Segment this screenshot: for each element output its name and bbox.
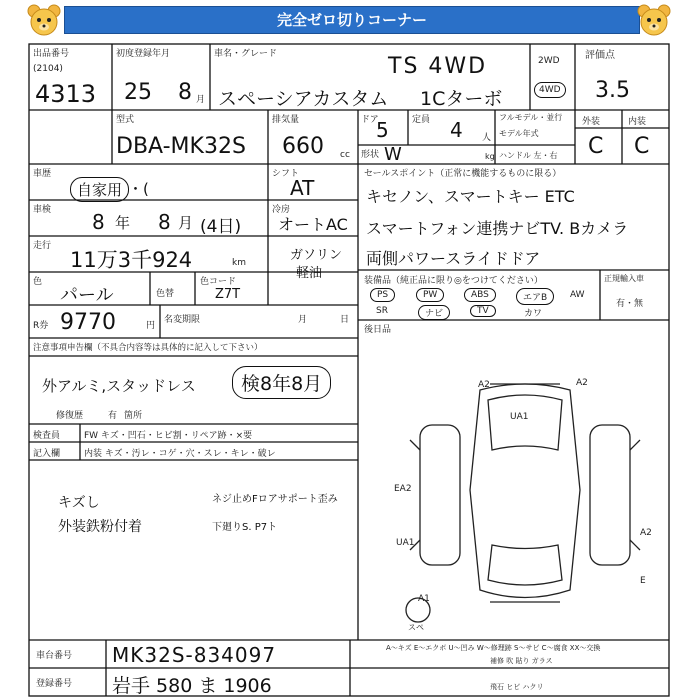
color-code: Z7T: [215, 287, 241, 302]
car-damage-diagram: [390, 370, 660, 630]
color-body-label: 色替: [156, 289, 175, 299]
lot-number: 4313: [35, 80, 97, 108]
sale-point-3: 両側パワースライドドア: [366, 249, 541, 268]
sale-point-2: スマートフォン連携ナビTV. Bカメラ: [366, 219, 629, 238]
registration-year: 25: [124, 80, 152, 105]
displacement-value: 660: [282, 134, 324, 159]
inspection-year: 8: [92, 210, 105, 234]
history-value: 自家用: [70, 177, 129, 202]
history-label: 車歴: [33, 169, 52, 179]
equip-tv: TV: [470, 305, 496, 317]
ac-label: 冷房: [272, 205, 291, 215]
color-label: 色: [33, 277, 43, 287]
doors-label: ドア: [361, 115, 379, 125]
shape-label: 形状: [361, 150, 380, 160]
import-value: 有・無: [616, 299, 644, 309]
inspection-year-unit: 年: [115, 214, 131, 232]
repair-label: 修復歴: [56, 411, 84, 421]
diagram-mark-a2-left: A2: [478, 380, 490, 390]
model-change-sublabel: モデル年式: [499, 129, 539, 138]
equipment-label: 装備品（純正品に限り◎をつけてください）: [364, 276, 543, 286]
name-change-month: 月: [298, 315, 308, 325]
diagram-mark-a2-side: A2: [640, 528, 652, 538]
model-label: 車名・グレード: [214, 49, 278, 59]
equip-navi: ナビ: [418, 305, 450, 320]
chassis-label: 車台番号: [36, 651, 73, 661]
model-name: スペーシアカスタム: [218, 88, 389, 110]
ac-value: オートAC: [278, 215, 348, 234]
recorder-label: 記入欄: [33, 449, 61, 459]
damage-interior: 内装 キズ・汚レ・コゲ・穴・スレ・キレ・破レ: [84, 449, 276, 459]
diagram-caption: スペ: [408, 623, 424, 632]
doors-value: 5: [376, 118, 389, 142]
legend-row3: 飛石 ヒビ ハクリ: [490, 683, 544, 691]
recycle-value: 9770: [60, 310, 116, 335]
lot-code: (2104): [33, 64, 63, 74]
diagram-mark-ua1-top: UA1: [510, 412, 529, 422]
name-change-day: 日: [340, 315, 350, 325]
remarks-later-label: 後日品: [364, 325, 392, 335]
remark-right-1: ネジ止めFロアサポート歪み: [212, 494, 338, 505]
import-label: 正規輸入車: [604, 274, 644, 283]
equip-abs: ABS: [464, 288, 496, 302]
diagram-mark-ea2: EA2: [394, 484, 412, 494]
displacement-unit: cc: [340, 150, 350, 160]
name-change-label: 名変期限: [164, 315, 201, 325]
shape-value: W: [384, 144, 402, 165]
mileage-value: 11万3千924: [70, 248, 193, 272]
recycle-unit: 円: [146, 321, 156, 331]
chassis-value: MK32S-834097: [112, 643, 277, 667]
inspection-month: 8: [158, 210, 171, 234]
score-interior: C: [634, 134, 650, 159]
fuel-diesel: 軽油: [296, 266, 323, 281]
equip-leather: カワ: [524, 309, 543, 319]
displacement-label: 排気量: [272, 115, 300, 125]
score-interior-label: 内装: [628, 117, 647, 127]
lot-label: 出品番号: [33, 49, 70, 59]
sale-points-label: セールスポイント（正常に機能するものに限る）: [364, 169, 562, 179]
model-change-label: フルモデル・並行: [499, 113, 563, 122]
diagram-mark-ua1-left: UA1: [396, 538, 415, 548]
score-exterior: C: [588, 134, 604, 159]
equip-pw: PW: [416, 288, 444, 302]
color-value: パール: [60, 285, 114, 306]
handle-label: ハンドル 左・右: [499, 151, 558, 160]
remark-left-2: 外装鉄粉付着: [58, 519, 142, 535]
equip-ps: PS: [370, 288, 395, 302]
equip-aw: AW: [570, 290, 585, 300]
plate-value: 岩手 580 ま 1906: [112, 675, 272, 697]
recycle-label: R券: [33, 321, 49, 331]
diagram-mark-a1: A1: [418, 594, 430, 604]
score-value: 3.5: [595, 78, 630, 103]
repair-value: 有: [108, 411, 118, 421]
legend-row2: 補修 吹 貼り ガラス: [490, 657, 553, 665]
type-value: DBA-MK32S: [116, 134, 246, 159]
notes-header: 注意事項申告欄（不具合内容等は具体的に記入して下さい）: [33, 343, 263, 353]
model-grade-top: TS 4WD: [388, 54, 488, 79]
score-exterior-label: 外装: [582, 117, 601, 127]
type-label: 型式: [116, 115, 135, 125]
sale-point-1: キセノン、スマートキー ETC: [366, 187, 575, 206]
notes-badge: 検8年8月: [232, 366, 331, 399]
load-unit: kg: [485, 152, 495, 161]
registration-month: 8: [178, 80, 192, 105]
equip-sr: SR: [376, 306, 388, 316]
registration-label: 初度登録年月: [116, 49, 171, 59]
capacity-unit: 人: [482, 133, 492, 143]
diagram-mark-e: E: [640, 576, 646, 586]
drive-selected: 4WD: [534, 82, 566, 98]
damage-fw: FW キズ・凹石・ヒビ割・リペア跡・×要: [84, 431, 253, 441]
shift-label: シフト: [272, 169, 300, 179]
mileage-label: 走行: [33, 241, 52, 251]
remark-right-2: 下廻りS. P7ト: [212, 522, 278, 533]
capacity-label: 定員: [412, 115, 431, 125]
color-code-label: 色コード: [200, 277, 237, 287]
capacity-value: 4: [450, 118, 463, 142]
remark-left-1: キズし: [58, 495, 100, 511]
model-grade-bottom: 1Cターボ: [420, 88, 503, 110]
shift-value: AT: [290, 176, 315, 200]
diagram-mark-a2-right: A2: [576, 378, 588, 388]
inspection-label: 車検: [33, 205, 52, 215]
fuel-gasoline: ガソリン: [290, 248, 343, 263]
score-label: 評価点: [585, 50, 615, 61]
mileage-unit: km: [232, 258, 246, 268]
registration-month-suffix: 月: [196, 95, 206, 105]
header-title: 完全ゼロ切りコーナー: [64, 6, 640, 34]
inspection-day: (4日): [200, 217, 242, 237]
legend-row1: A～キズ E～エクボ U～凹み W～修理跡 S～サビ C～腐食 XX～交換: [386, 644, 601, 652]
equip-airbag: エアB: [516, 288, 554, 305]
repair-unit: 箇所: [124, 411, 143, 421]
drive-label-2wd: 2WD: [538, 56, 560, 66]
plate-label: 登録番号: [36, 679, 73, 689]
notes-line1: 外アルミ,スタッドレス: [42, 377, 196, 395]
inspection-month-unit: 月: [178, 214, 194, 232]
history-rest: ・(: [128, 180, 149, 198]
inspector-label: 検査員: [33, 431, 61, 441]
